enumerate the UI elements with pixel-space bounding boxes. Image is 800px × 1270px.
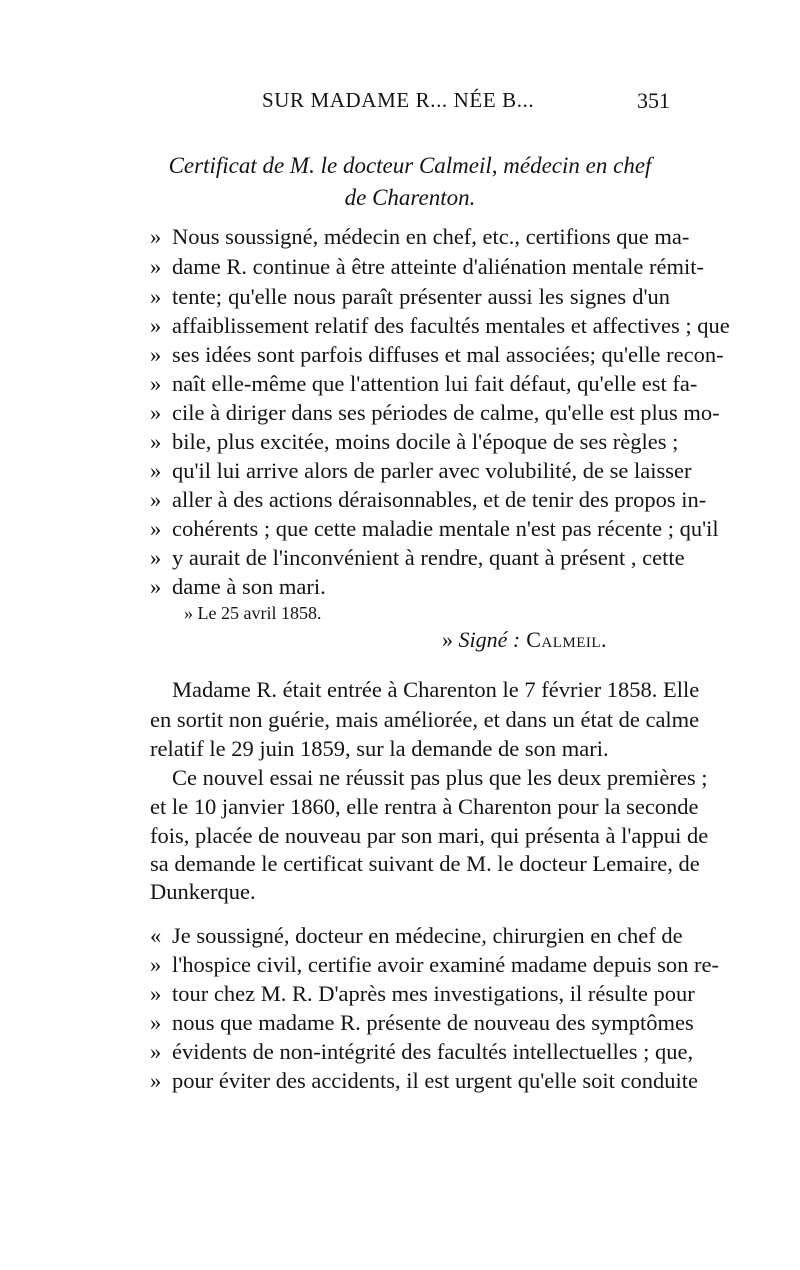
certificate-date: » Le 25 avril 1858. bbox=[184, 603, 322, 623]
certificate-line: » cohérents ; que cette maladie mentale n'est pas récente ; qu'il bbox=[150, 516, 719, 541]
certificate-line: » naît elle-même que l'attention lui fait défaut, qu'elle est fa- bbox=[150, 371, 698, 396]
certificate-heading-line-1: Certificat de M. le docteur Calmeil, médecin en chef bbox=[168, 153, 652, 178]
certificate-line: » y aurait de l'inconvénient à rendre, quant à présent , cette bbox=[150, 545, 685, 570]
paragraph-line: relatif le 29 juin 1859, sur la demande de son mari. bbox=[150, 736, 609, 761]
certificate-line: » pour éviter des accidents, il est urgent qu'elle soit conduite bbox=[150, 1068, 698, 1093]
certificate-line: » aller à des actions déraisonnables, et de tenir des propos in- bbox=[150, 487, 707, 512]
certificate-line: » qu'il lui arrive alors de parler avec volubilité, de se laisser bbox=[150, 458, 692, 483]
page-number: 351 bbox=[637, 88, 670, 113]
running-title: SUR MADAME R... NÉE B... bbox=[262, 88, 535, 112]
certificate-heading-line-2: de Charenton. bbox=[344, 185, 476, 210]
paragraph-line: sa demande le certificat suivant de M. le docteur Lemaire, de bbox=[150, 851, 700, 876]
paragraph-line: Ce nouvel essai ne réussit pas plus que les deux premières ; bbox=[172, 765, 708, 790]
running-head bbox=[150, 88, 670, 124]
certificate-line: » bile, plus excitée, moins docile à l'époque de ses règles ; bbox=[150, 429, 679, 454]
certificate-line: » dame à son mari. bbox=[150, 574, 326, 599]
certificate-line: » évidents de non-intégrité des facultés intellectuelles ; que, bbox=[150, 1039, 694, 1064]
certificate-line: » cile à diriger dans ses périodes de calme, qu'elle est plus mo- bbox=[150, 400, 720, 425]
certificate-line: » affaiblissement relatif des facultés mentales et affectives ; que bbox=[150, 313, 730, 338]
paragraph-line: fois, placée de nouveau par son mari, qui présenta à l'appui de bbox=[150, 823, 709, 848]
paragraph-line: et le 10 janvier 1860, elle rentra à Charenton pour la seconde bbox=[150, 794, 699, 819]
paragraph-line: Madame R. était entrée à Charenton le 7 février 1858. Elle bbox=[172, 677, 700, 702]
paragraph-line: Dunkerque. bbox=[150, 879, 256, 904]
certificate-line: » ses idées sont parfois diffuses et mal associées; qu'elle recon- bbox=[150, 342, 724, 367]
certificate-line: « Je soussigné, docteur en médecine, chirurgien en chef de bbox=[150, 923, 683, 948]
paragraph-line: en sortit non guérie, mais améliorée, et dans un état de calme bbox=[150, 707, 700, 732]
certificate-line: » tour chez M. R. D'après mes investigations, il résulte pour bbox=[150, 981, 695, 1006]
certificate-line: » dame R. continue à être atteinte d'aliénation mentale rémit- bbox=[150, 254, 704, 279]
certificate-line: » nous que madame R. présente de nouveau des symptômes bbox=[150, 1010, 694, 1035]
certificate-line: » l'hospice civil, certifie avoir examiné madame depuis son re- bbox=[150, 952, 719, 977]
certificate-line: » Nous soussigné, médecin en chef, etc., certifions que ma- bbox=[150, 224, 690, 249]
certificate-line: » tente; qu'elle nous paraît présenter aussi les signes d'un bbox=[150, 284, 670, 309]
certificate-signature: » Signé : Calmeil. bbox=[442, 627, 608, 652]
